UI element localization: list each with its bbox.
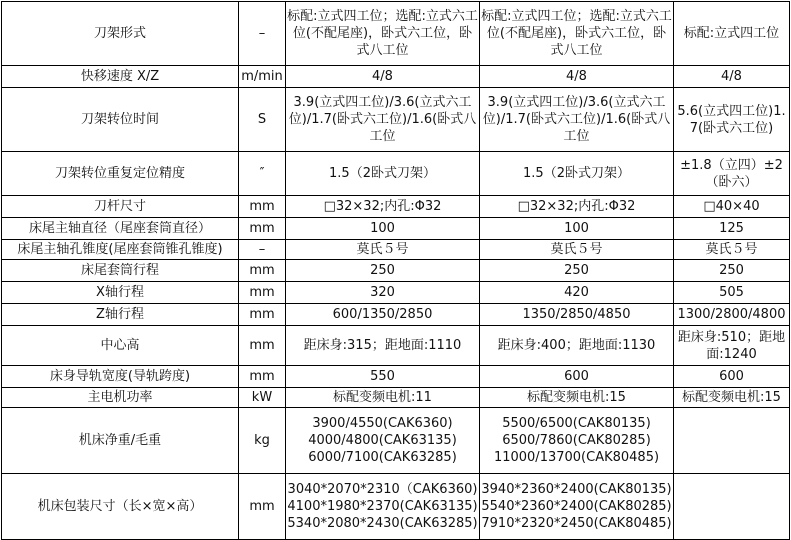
value-line: 4/8 <box>721 69 742 84</box>
table-row <box>2 152 790 196</box>
value-line: 505 <box>719 285 744 300</box>
param-cell: 刀杆尺寸 <box>2 196 239 218</box>
table-row <box>2 326 790 366</box>
value-cell-b <box>480 366 674 388</box>
value-line: 1.5（2卧式刀架） <box>329 166 436 181</box>
value-cell-c <box>674 218 790 240</box>
table-row <box>2 304 790 326</box>
value-cell-c <box>674 260 790 282</box>
table-row <box>2 2 790 66</box>
value-line: 3040*2070*2310（CAK6360) <box>287 482 478 497</box>
value-cell-c <box>674 196 790 218</box>
value-line: 5500/6500(CAK80135) <box>502 416 651 431</box>
value-cell-a <box>286 408 480 474</box>
value-cell-a <box>286 304 480 326</box>
value-line: 320 <box>370 285 395 300</box>
value-cell-c <box>674 88 790 152</box>
unit-cell: – <box>239 2 286 66</box>
value-cell-b <box>480 474 674 540</box>
value-cell-a <box>286 152 480 196</box>
value-cell-b <box>480 152 674 196</box>
unit-cell: mm <box>239 218 286 240</box>
value-cell-c <box>674 240 790 260</box>
value-cell-c <box>674 366 790 388</box>
value-cell-c <box>674 474 790 540</box>
value-cell-b <box>480 2 674 66</box>
value-cell-b <box>480 196 674 218</box>
value-line: 标配:立式四工位；选配:立式六工位(不配尾座)，卧式六工位，卧式八工位 <box>481 9 672 58</box>
value-line: 标配变频电机:15 <box>682 390 781 405</box>
value-cell-b <box>480 388 674 408</box>
param-cell: 刀架转位重复定位精度 <box>2 152 239 196</box>
value-line: 100 <box>370 221 395 236</box>
value-line: 7910*2320*2450(CAK80485) <box>481 516 672 531</box>
param-cell: 机床净重/毛重 <box>2 408 239 474</box>
value-line: □40×40 <box>703 199 760 214</box>
table-row <box>2 88 790 152</box>
value-cell-c <box>674 2 790 66</box>
value-line: 6000/7100(CAK63285) <box>308 450 457 465</box>
param-cell: 机床包装尺寸（长×宽×高） <box>2 474 239 540</box>
table-row <box>2 196 790 218</box>
table-row <box>2 218 790 240</box>
unit-cell: m/min <box>239 66 286 88</box>
value-cell-a <box>286 2 480 66</box>
value-cell-c <box>674 326 790 366</box>
param-cell: 床尾套筒行程 <box>2 260 239 282</box>
value-line: 距床身:315；距地面:1110 <box>303 338 462 353</box>
value-line: 4000/4800(CAK63135) <box>308 433 457 448</box>
value-line: 600/1350/2850 <box>332 307 433 322</box>
unit-cell: – <box>239 240 286 260</box>
unit-cell: S <box>239 88 286 152</box>
value-cell-a <box>286 196 480 218</box>
value-line: 125 <box>719 221 744 236</box>
unit-cell: mm <box>239 366 286 388</box>
value-line: 4/8 <box>566 69 587 84</box>
param-cell: Z轴行程 <box>2 304 239 326</box>
value-cell-b <box>480 240 674 260</box>
value-line: 5.6(立式四工位)1.7(卧式六工位) <box>677 103 786 136</box>
value-line: 标配变频电机:11 <box>333 390 432 405</box>
value-line: 莫氏５号 <box>705 242 758 257</box>
value-cell-a <box>286 388 480 408</box>
value-line: 3.9(立式四工位)/3.6(立式六工位)/1.7(卧式六工位)/1.6(卧式八工位 <box>288 95 477 144</box>
value-line: 6500/7860(CAK80285) <box>502 433 651 448</box>
unit-cell: mm <box>239 282 286 304</box>
value-line: ±1.8（立四）±2（卧六） <box>680 157 783 190</box>
value-cell-a <box>286 66 480 88</box>
value-line: 11000/13700(CAK80485) <box>493 450 660 465</box>
unit-cell: mm <box>239 260 286 282</box>
value-line: 100 <box>564 221 589 236</box>
unit-cell: mm <box>239 196 286 218</box>
table-row <box>2 260 790 282</box>
param-cell: 刀架转位时间 <box>2 88 239 152</box>
value-line: 4100*1980*2370(CAK63135) <box>287 499 478 514</box>
table-row <box>2 408 790 474</box>
table-row <box>2 388 790 408</box>
value-cell-b <box>480 260 674 282</box>
spec-table <box>1 1 790 540</box>
param-cell: 刀架形式 <box>2 2 239 66</box>
value-line: □32×32;内孔:Φ32 <box>517 199 636 214</box>
value-cell-a <box>286 366 480 388</box>
value-cell-c <box>674 66 790 88</box>
value-line: 550 <box>370 369 395 384</box>
table-row <box>2 366 790 388</box>
value-cell-a <box>286 88 480 152</box>
value-line: 3900/4550(CAK6360) <box>312 416 453 431</box>
value-cell-a <box>286 260 480 282</box>
value-cell-b <box>480 304 674 326</box>
value-cell-c <box>674 152 790 196</box>
value-cell-a <box>286 474 480 540</box>
value-cell-a <box>286 218 480 240</box>
value-cell-b <box>480 88 674 152</box>
value-cell-b <box>480 218 674 240</box>
value-line: 莫氏５号 <box>550 242 603 257</box>
value-line: 3.9(立式四工位)/3.6(立式六工位)/1.7(卧式六工位)/1.6(卧式八工位 <box>482 95 671 144</box>
unit-cell: ″ <box>239 152 286 196</box>
value-cell-c <box>674 408 790 474</box>
value-line: 250 <box>719 263 744 278</box>
value-line: 250 <box>564 263 589 278</box>
value-cell-a <box>286 240 480 260</box>
param-cell: 床尾主轴直径（尾座套筒直径） <box>2 218 239 240</box>
value-line: 3940*2360*2400(CAK80135) <box>481 482 672 497</box>
value-cell-a <box>286 282 480 304</box>
value-line: 1350/2850/4850 <box>522 307 631 322</box>
unit-cell: mm <box>239 326 286 366</box>
value-cell-b <box>480 326 674 366</box>
value-line: 250 <box>370 263 395 278</box>
param-cell: 中心高 <box>2 326 239 366</box>
value-line: 标配:立式四工位 <box>683 26 780 41</box>
value-cell-c <box>674 282 790 304</box>
unit-cell: kW <box>239 388 286 408</box>
value-cell-b <box>480 408 674 474</box>
value-line: 4/8 <box>372 69 393 84</box>
value-cell-b <box>480 282 674 304</box>
value-line: 420 <box>564 285 589 300</box>
value-line: 标配变频电机:15 <box>527 390 626 405</box>
table-row <box>2 66 790 88</box>
value-line: 1300/2800/4800 <box>677 307 786 322</box>
table-row <box>2 240 790 260</box>
value-cell-c <box>674 304 790 326</box>
param-cell: X轴行程 <box>2 282 239 304</box>
value-line: 莫氏５号 <box>356 242 409 257</box>
spec-table-body <box>2 2 790 540</box>
value-line: 距床身:510；距地面:1240 <box>677 329 786 362</box>
value-line: 标配:立式四工位；选配:立式六工位(不配尾座)，卧式六工位，卧式八工位 <box>287 9 478 58</box>
param-cell: 主电机功率 <box>2 388 239 408</box>
table-row <box>2 282 790 304</box>
value-cell-c <box>674 388 790 408</box>
unit-cell: mm <box>239 304 286 326</box>
param-cell: 快移速度 X/Z <box>2 66 239 88</box>
param-cell: 床身导轨宽度(导轨跨度) <box>2 366 239 388</box>
value-line: 600 <box>564 369 589 384</box>
value-line: 5340*2080*2430(CAK63285) <box>287 516 478 531</box>
value-line: 600 <box>719 369 744 384</box>
value-line: 距床身:400；距地面:1130 <box>497 338 656 353</box>
unit-cell: mm <box>239 474 286 540</box>
param-cell: 床尾主轴孔锥度(尾座套筒锥孔锥度) <box>2 240 239 260</box>
table-row <box>2 474 790 540</box>
value-cell-a <box>286 326 480 366</box>
value-line: 1.5（2卧式刀架） <box>523 166 630 181</box>
value-cell-b <box>480 66 674 88</box>
value-line: □32×32;内孔:Φ32 <box>323 199 442 214</box>
value-line: 5540*2360*2400(CAK80285) <box>481 499 672 514</box>
unit-cell: kg <box>239 408 286 474</box>
